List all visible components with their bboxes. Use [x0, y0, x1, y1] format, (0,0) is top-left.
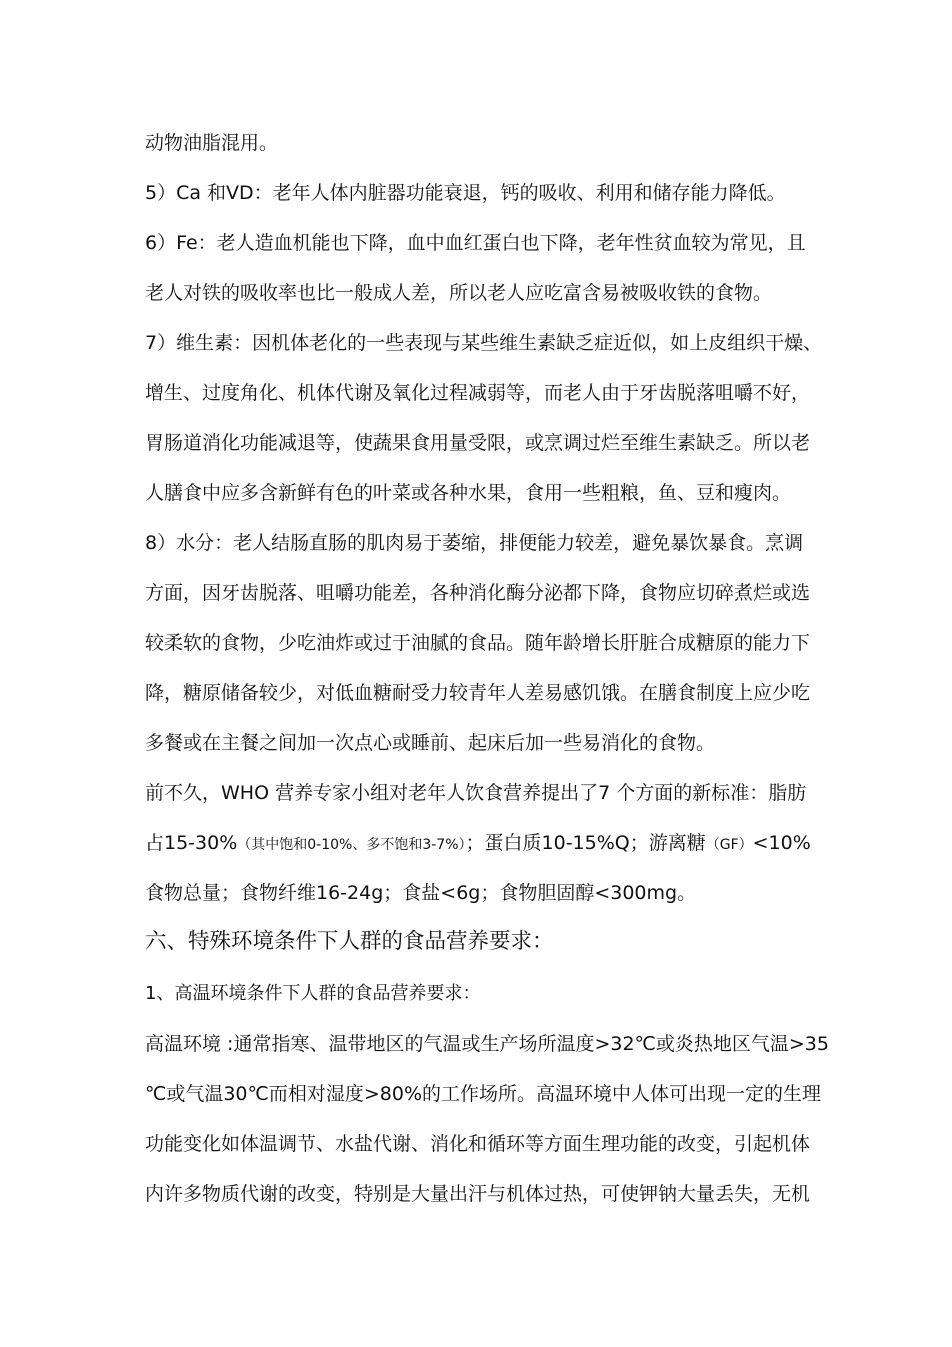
text-line: 方面，因牙齿脱落、咀嚼功能差，各种消化酶分泌都下降，食物应切碎煮烂或选 — [145, 582, 811, 604]
text-fragment: 占15-30% — [145, 832, 238, 854]
text-line: 降，糖原储备较少，对低血糖耐受力较青年人差易感饥饿。在膳食制度上应少吃 — [145, 682, 811, 704]
text-fragment: ；蛋白质10-15%Q；游离糖 — [465, 832, 706, 854]
text-line: 食物总量；食物纤维16-24g；食盐<6g；食物胆固醇<300mg。 — [145, 882, 697, 904]
text-line: 多餐或在主餐之间加一次点心或睡前、起床后加一些易消化的食物。 — [145, 732, 716, 754]
section-heading: 六、特殊环境条件下人群的食品营养要求： — [145, 929, 554, 954]
text-line: 5）Ca 和VD：老年人体内脏器功能衰退，钙的吸收、利用和储存能力降低。 — [145, 182, 786, 204]
text-line: 7）维生素：因机体老化的一些表现与某些维生素缺乏症近似，如上皮组织干燥、 — [145, 332, 823, 354]
text-line: 老人对铁的吸收率也比一般成人差，所以老人应吃富含易被吸收铁的食物。 — [145, 282, 773, 304]
text-line: 较柔软的食物，少吃油炸或过于油腻的食品。随年龄增长肝脏合成糖原的能力下 — [145, 632, 811, 654]
text-line-mixed — [145, 831, 815, 857]
text-line: 功能变化如体温调节、水盐代谢、消化和循环等方面生理功能的改变，引起机体 — [145, 1133, 811, 1155]
text-line: 8）水分：老人结肠直肠的肌肉易于萎缩，排便能力较差，避免暴饮暴食。烹调 — [145, 532, 804, 554]
text-line: 胃肠道消化功能减退等，使蔬果食用量受限，或烹调过烂至维生素缺乏。所以老 — [145, 432, 811, 454]
text-line: 前不久，WHO 营养专家小组对老年人饮食营养提出了7 个方面的新标准：脂肪 — [145, 782, 807, 804]
subsection-heading: 1、高温环境条件下人群的食品营养要求： — [145, 983, 481, 1004]
text-fragment-small: （GF） — [705, 837, 753, 853]
text-fragment-small: （其中饱和0-10%、多不饱和3-7%） — [237, 837, 466, 853]
text-line: 增生、过度角化、机体代谢及氧化过程减弱等，而老人由于牙齿脱落咀嚼不好， — [145, 382, 811, 404]
text-line: 人膳食中应多含新鲜有色的叶菜或各种水果，食用一些粗粮，鱼、豆和瘦肉。 — [145, 482, 792, 504]
text-line: 动物油脂混用。 — [145, 132, 279, 154]
text-line: 内许多物质代谢的改变，特别是大量出汗与机体过热，可使钾钠大量丢失，无机 — [145, 1183, 811, 1205]
text-line: 6）Fe：老人造血机能也下降，血中血红蛋白也下降，老年性贫血较为常见，且 — [145, 232, 806, 254]
text-line: ℃或气温30℃而相对湿度>80%的工作场所。高温环境中人体可出现一定的生理 — [145, 1083, 822, 1105]
text-line: 高温环境 :通常指寒、温带地区的气温或生产场所温度>32℃或炎热地区气温>35 — [145, 1033, 829, 1055]
text-fragment: <10% — [752, 832, 811, 854]
